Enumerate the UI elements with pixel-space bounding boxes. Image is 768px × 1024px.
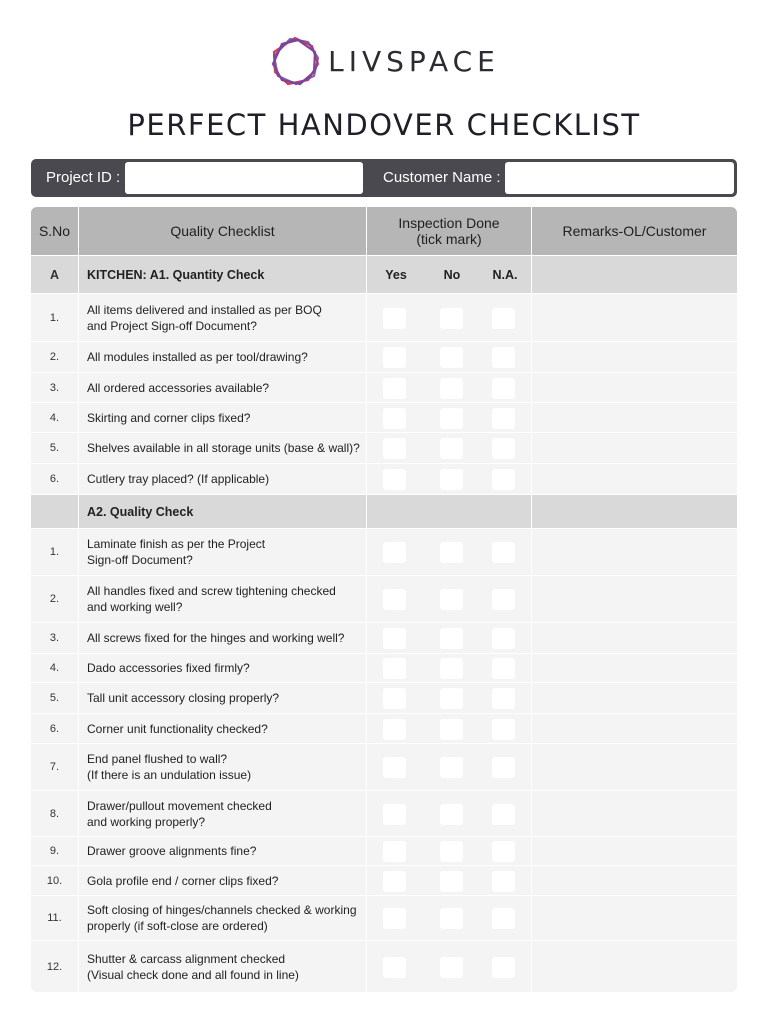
yes-checkbox[interactable] xyxy=(383,628,406,649)
yes-checkbox[interactable] xyxy=(383,438,406,459)
table-row xyxy=(31,293,737,341)
na-checkbox[interactable] xyxy=(492,542,515,563)
table-row xyxy=(31,372,737,402)
na-checkbox[interactable] xyxy=(492,957,515,978)
row-sno: 3. xyxy=(49,632,60,644)
table-row xyxy=(31,653,737,682)
remarks-cell[interactable] xyxy=(532,529,737,575)
row-checklist-text: All modules installed as per tool/drawing? xyxy=(87,350,308,364)
table-row xyxy=(31,713,737,743)
row-sno: 5. xyxy=(49,692,60,704)
row-sno: 6. xyxy=(49,722,60,735)
checklist-table xyxy=(31,207,737,992)
brand-logo xyxy=(0,34,768,88)
no-checkbox[interactable] xyxy=(440,757,463,778)
na-checkbox[interactable] xyxy=(492,408,515,429)
na-checkbox[interactable] xyxy=(492,719,515,740)
header-quality-checklist: Quality Checklist xyxy=(170,223,275,239)
no-checkbox[interactable] xyxy=(440,347,463,368)
row-sno: 2. xyxy=(49,351,60,363)
row-sno: 7. xyxy=(49,761,60,773)
yes-checkbox[interactable] xyxy=(383,308,406,329)
row-checklist-text: Tall unit accessory closing properly? xyxy=(87,691,280,705)
na-checkbox[interactable] xyxy=(492,378,515,399)
header-sno: S.No xyxy=(38,223,71,239)
remarks-cell[interactable] xyxy=(532,744,737,790)
row-checklist-text: All items delivered and installed as per BOQ and Project Sign-off Document? xyxy=(87,302,322,333)
remarks-cell[interactable] xyxy=(532,654,737,682)
table-row xyxy=(31,463,737,494)
yes-checkbox[interactable] xyxy=(383,719,406,740)
row-sno: 10. xyxy=(46,874,63,887)
no-checkbox[interactable] xyxy=(440,628,463,649)
yes-checkbox[interactable] xyxy=(383,469,406,490)
na-checkbox[interactable] xyxy=(492,841,515,862)
na-checkbox[interactable] xyxy=(492,688,515,709)
remarks-cell[interactable] xyxy=(532,714,737,743)
remarks-cell[interactable] xyxy=(532,866,737,895)
na-checkbox[interactable] xyxy=(492,469,515,490)
yes-checkbox[interactable] xyxy=(383,908,406,929)
row-sno: 11. xyxy=(47,912,62,924)
yes-checkbox[interactable] xyxy=(383,408,406,429)
row-checklist-text: Shutter & carcass alignment checked (Visual check done and all found in line) xyxy=(87,951,299,982)
no-checkbox[interactable] xyxy=(440,658,463,679)
header-inspection-done: Inspection Done (tick mark) xyxy=(398,215,500,247)
remarks-cell[interactable] xyxy=(532,791,737,836)
table-row xyxy=(31,743,737,790)
yes-column-label: Yes xyxy=(385,267,407,282)
na-checkbox[interactable] xyxy=(492,438,515,459)
table-row xyxy=(31,865,737,895)
na-checkbox[interactable] xyxy=(492,658,515,679)
row-checklist-text: All ordered accessories available? xyxy=(87,380,270,395)
remarks-cell[interactable] xyxy=(532,623,737,653)
remarks-cell[interactable] xyxy=(532,433,737,463)
row-sno: 3. xyxy=(49,381,60,394)
yes-checkbox[interactable] xyxy=(383,378,406,399)
na-checkbox[interactable] xyxy=(492,804,515,825)
remarks-cell[interactable] xyxy=(532,576,737,622)
row-checklist-text: All screws fixed for the hinges and working well? xyxy=(87,631,345,645)
no-checkbox[interactable] xyxy=(440,308,463,329)
no-checkbox[interactable] xyxy=(440,957,463,978)
row-checklist-text: Dado accessories fixed firmly? xyxy=(87,661,250,675)
row-sno: 5. xyxy=(49,442,60,454)
row-checklist-text: All handles fixed and screw tightening checked and working well? xyxy=(87,584,336,614)
page-title: PERFECT HANDOVER CHECKLIST xyxy=(127,108,641,142)
remarks-cell[interactable] xyxy=(532,294,737,341)
row-checklist-text: Gola profile end / corner clips fixed? xyxy=(87,873,279,888)
row-checklist-text: Skirting and corner clips fixed? xyxy=(87,410,251,425)
row-checklist-text: Cutlery tray placed? (If applicable) xyxy=(87,472,270,486)
remarks-cell[interactable] xyxy=(532,464,737,494)
no-checkbox[interactable] xyxy=(440,408,463,429)
row-sno: 8. xyxy=(49,807,60,820)
no-checkbox[interactable] xyxy=(440,719,463,740)
no-column-label: No xyxy=(443,267,461,282)
row-checklist-text: Shelves available in all storage units (base & wall)? xyxy=(87,441,360,455)
row-sno: 12. xyxy=(46,960,63,973)
yes-checkbox[interactable] xyxy=(383,658,406,679)
row-sno: 4. xyxy=(49,662,60,674)
yes-checkbox[interactable] xyxy=(383,542,406,563)
table-row xyxy=(31,836,737,865)
section-row-quality-check xyxy=(31,494,737,528)
row-checklist-text: Soft closing of hinges/channels checked & working properly (if soft-close are ordered) xyxy=(87,903,357,933)
no-checkbox[interactable] xyxy=(440,841,463,862)
na-checkbox[interactable] xyxy=(492,757,515,778)
na-column-label: N.A. xyxy=(492,267,518,282)
table-header xyxy=(31,207,737,255)
remarks-cell[interactable] xyxy=(532,837,737,865)
remarks-cell[interactable] xyxy=(532,941,737,992)
row-sno: 2. xyxy=(49,593,60,605)
project-id-field[interactable] xyxy=(125,162,363,194)
table-row xyxy=(31,622,737,653)
yes-checkbox[interactable] xyxy=(383,589,406,610)
yes-checkbox[interactable] xyxy=(383,688,406,709)
row-sno: 6. xyxy=(49,473,60,485)
yes-checkbox[interactable] xyxy=(383,871,406,892)
header-remarks: Remarks-OL/Customer xyxy=(562,223,707,239)
table-row xyxy=(31,682,737,713)
yes-checkbox[interactable] xyxy=(383,841,406,862)
table-row xyxy=(31,341,737,372)
table-row xyxy=(31,790,737,836)
table-row xyxy=(31,402,737,432)
row-sno: 4. xyxy=(49,411,60,424)
no-checkbox[interactable] xyxy=(440,542,463,563)
section-title: KITCHEN: A1. Quantity Check xyxy=(87,267,265,282)
remarks-cell[interactable] xyxy=(532,683,737,713)
row-sno: 9. xyxy=(49,845,60,857)
na-checkbox[interactable] xyxy=(492,308,515,329)
column-divider xyxy=(531,207,532,992)
row-checklist-text: Drawer groove alignments fine? xyxy=(87,844,257,858)
no-checkbox[interactable] xyxy=(440,871,463,892)
na-checkbox[interactable] xyxy=(492,347,515,368)
column-divider xyxy=(78,207,79,992)
no-checkbox[interactable] xyxy=(440,688,463,709)
column-divider xyxy=(366,207,367,992)
no-checkbox[interactable] xyxy=(440,469,463,490)
na-checkbox[interactable] xyxy=(492,628,515,649)
project-id-label: Project ID : xyxy=(46,169,121,186)
livspace-rings-logo-icon xyxy=(268,34,322,88)
brand-name: LIVSPACE xyxy=(328,44,500,78)
no-checkbox[interactable] xyxy=(440,378,463,399)
na-checkbox[interactable] xyxy=(492,589,515,610)
row-sno: 1. xyxy=(49,546,60,558)
row-checklist-text: Laminate finish as per the Project Sign-off Document? xyxy=(87,537,266,567)
table-row xyxy=(31,895,737,940)
na-checkbox[interactable] xyxy=(492,871,515,892)
yes-checkbox[interactable] xyxy=(383,347,406,368)
section-row-kitchen-quantity xyxy=(31,255,737,293)
row-checklist-text: Drawer/pullout movement checked and working properly? xyxy=(87,798,272,829)
project-info-bar xyxy=(31,159,737,197)
row-checklist-text: End panel flushed to wall? (If there is an undulation issue) xyxy=(87,752,252,782)
section-title: A2. Quality Check xyxy=(87,504,194,519)
row-checklist-text: Corner unit functionality checked? xyxy=(87,721,268,736)
remarks-cell[interactable] xyxy=(532,403,737,432)
customer-name-field[interactable] xyxy=(505,162,734,194)
remarks-cell[interactable] xyxy=(532,342,737,372)
table-row xyxy=(31,575,737,622)
no-checkbox[interactable] xyxy=(440,589,463,610)
row-sno: 1. xyxy=(49,311,60,324)
no-checkbox[interactable] xyxy=(440,804,463,825)
section-sno: A xyxy=(49,267,60,282)
table-row xyxy=(31,432,737,463)
no-checkbox[interactable] xyxy=(440,908,463,929)
remarks-cell[interactable] xyxy=(532,373,737,402)
customer-name-label: Customer Name : xyxy=(383,169,501,186)
no-checkbox[interactable] xyxy=(440,438,463,459)
yes-checkbox[interactable] xyxy=(383,804,406,825)
yes-checkbox[interactable] xyxy=(383,957,406,978)
table-row xyxy=(31,940,737,992)
yes-checkbox[interactable] xyxy=(383,757,406,778)
na-checkbox[interactable] xyxy=(492,908,515,929)
remarks-cell[interactable] xyxy=(532,896,737,940)
table-row xyxy=(31,528,737,575)
